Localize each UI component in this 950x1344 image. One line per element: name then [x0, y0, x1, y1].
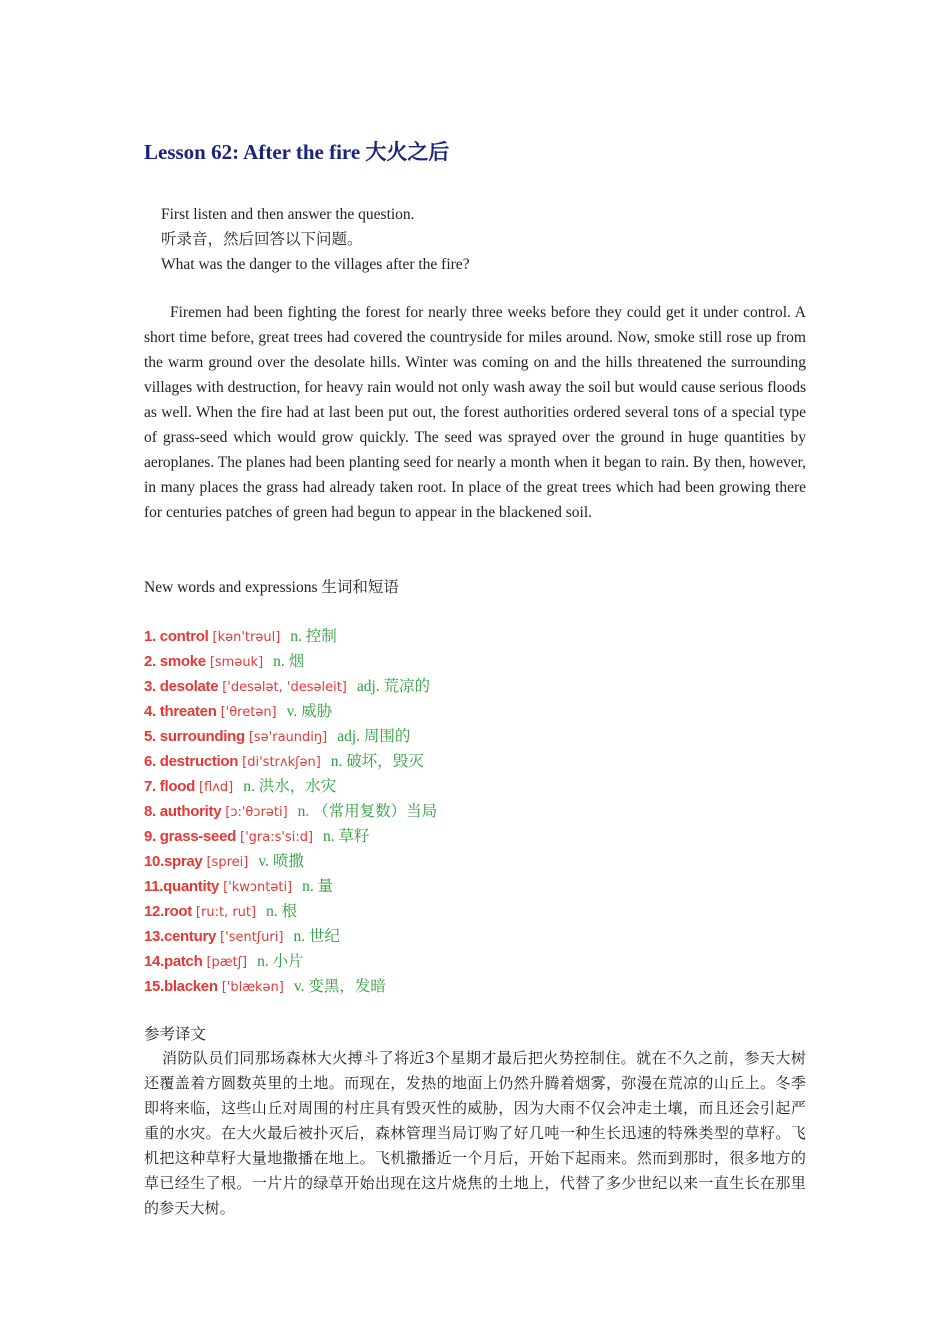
vocab-item [144, 649, 437, 674]
vocab-item [144, 724, 437, 749]
vocab-item [144, 824, 437, 849]
vocab-item [144, 699, 437, 724]
vocab-item [144, 674, 437, 699]
vocab-phonetic: [ɔ:'θɔrəti] [225, 805, 288, 820]
vocab-definition: n. 小片 [257, 953, 304, 970]
vocab-phonetic: ['θretən] [220, 705, 277, 720]
vocab-definition: v. 变黑，发暗 [293, 978, 386, 995]
intro-line-question: What was the danger to the villages after the fire? [161, 256, 470, 273]
vocab-word: 6. destruction [144, 753, 239, 770]
vocab-definition: v. 喷撒 [258, 853, 304, 870]
intro-line-instruction: First listen and then answer the question. [161, 206, 415, 223]
vocab-phonetic: ['desələt, 'desəleit] [222, 680, 347, 695]
words-heading: New words and expressions 生词和短语 [144, 579, 399, 596]
vocab-definition: n. 烟 [273, 653, 305, 670]
vocab-word: 13.century [144, 928, 217, 945]
vocab-item [144, 899, 437, 924]
translation-heading: 参考译文 [144, 1026, 207, 1043]
vocab-phonetic: ['kwɔntəti] [223, 880, 293, 895]
vocab-word: 7. flood [144, 778, 195, 795]
translation-text: 消防队员们同那场森林大火搏斗了将近3个星期才最后把火势控制住。就在不久之前，参天大树还覆盖着方圆数英里的土地。而现在，发热的地面上仍然升腾着烟雾，弥漫在荒凉的山丘上。冬季即将来临，这些山丘对周围的村庄具有毁灭性的威胁，因为大雨不仅会冲走土壤，而且还会引起严重的水灾。在大火最后被扑灭后，森林管理当局订购了好几吨一种生长迅速的特殊类型的草籽。飞机把这种草籽大量地撒播在地上。飞机撒播近一个月后，开始下起雨来。然而到那时，很多地方的草已经生了根。一片片的绿草开始出现在这片烧焦的土地上，代替了多少世纪以来一直生长在那里的参天大树。 [144, 1049, 806, 1217]
vocab-item [144, 974, 437, 999]
vocab-phonetic: [kən'trəul] [212, 630, 281, 645]
vocab-phonetic: [di'strʌkʃən] [242, 755, 321, 770]
vocab-phonetic: ['gra:s'si:d] [240, 830, 314, 845]
vocab-word: 10.spray [144, 853, 203, 870]
vocab-word: 15.blacken [144, 978, 218, 995]
vocab-word: 9. grass-seed [144, 828, 236, 845]
vocab-definition: n. 草籽 [323, 828, 370, 845]
vocab-word: 11.quantity [144, 878, 220, 895]
vocab-phonetic: [sprei] [206, 855, 249, 870]
vocab-definition: n. 根 [266, 903, 298, 920]
vocab-item [144, 774, 437, 799]
vocab-word: 12.root [144, 903, 192, 920]
vocab-definition: n. 控制 [290, 628, 337, 645]
lesson-title: Lesson 62: After the fire 大火之后 [144, 140, 450, 164]
vocab-phonetic: [sə'raundiŋ] [248, 730, 328, 745]
vocab-item [144, 749, 437, 774]
vocab-item [144, 874, 437, 899]
vocab-definition: adj. 周围的 [337, 728, 411, 745]
vocab-item [144, 924, 437, 949]
vocab-word: 5. surrounding [144, 728, 245, 745]
vocab-definition: n. 破坏，毁灭 [330, 753, 424, 770]
vocab-word: 1. control [144, 628, 209, 645]
vocab-item [144, 624, 437, 649]
vocab-definition: v. 威胁 [286, 703, 333, 720]
vocab-definition: n. 世纪 [293, 928, 340, 945]
vocab-word: 3. desolate [144, 678, 219, 695]
vocab-item [144, 849, 437, 874]
vocab-phonetic: [pætʃ] [206, 955, 248, 970]
vocab-definition: adj. 荒凉的 [356, 678, 431, 695]
vocab-phonetic: [ru:t, rut] [195, 905, 257, 920]
vocab-item [144, 799, 437, 824]
lesson-passage: Firemen had been fighting the forest for nearly three weeks before they could get it under control. A short time before, great trees had covered the countryside for miles around. Now, smoke still rose up from the warm ground over the desolate hills. Winter was coming on and the hills threatened the surrounding villages with destruction, for heavy rain would not only wash away the soil but would cause serious floods as well. When the fire had at last been put out, the forest authorities ordered several tons of a special type of grass-seed which would grow quickly. The seed was sprayed over the ground in huge quantities by aeroplanes. The planes had been planting seed for nearly a month when it began to rain. By then, however, in many places the grass had already taken root. In place of the great trees which had been growing there for centuries patches of green had begun to appear in the blackened soil. [144, 304, 806, 521]
vocab-word: 2. smoke [144, 653, 206, 670]
vocab-phonetic: ['blækən] [221, 980, 284, 995]
vocab-word: 14.patch [144, 953, 203, 970]
vocab-list [144, 624, 437, 999]
intro-block [161, 202, 470, 277]
vocab-definition: n. 洪水，水灾 [243, 778, 337, 795]
intro-line-instruction-chinese: 听录音，然后回答以下问题。 [161, 231, 363, 248]
vocab-word: 4. threaten [144, 703, 217, 720]
vocab-phonetic: [sməuk] [209, 655, 264, 670]
vocab-definition: n. （常用复数）当局 [297, 803, 438, 820]
vocab-definition: n. 量 [302, 878, 334, 895]
vocab-item [144, 949, 437, 974]
vocab-phonetic: ['sentʃuri] [220, 930, 284, 945]
vocab-word: 8. authority [144, 803, 222, 820]
vocab-phonetic: [flʌd] [198, 780, 234, 795]
